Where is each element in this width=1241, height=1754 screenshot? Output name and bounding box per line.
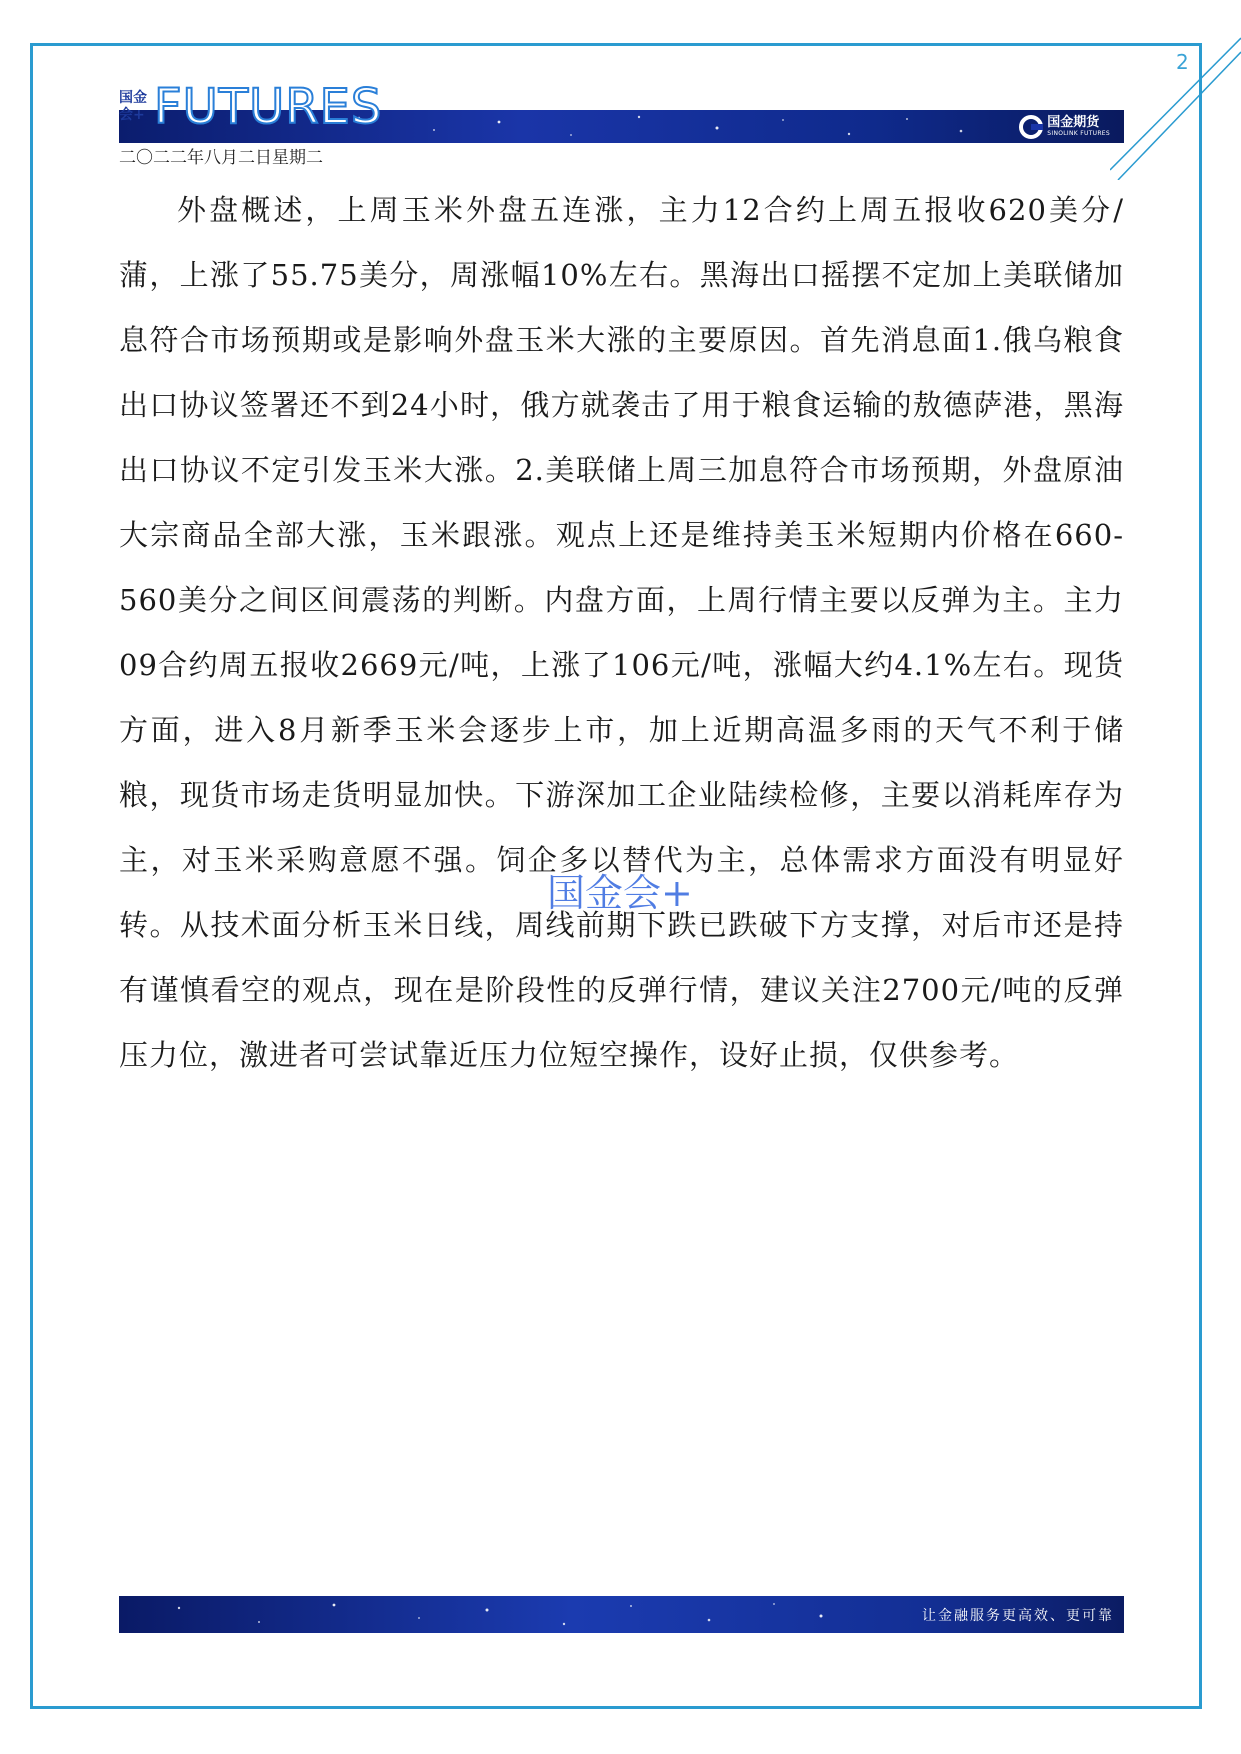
- watermark: 国金会+: [547, 871, 693, 915]
- sinolink-logo-icon: [1019, 115, 1043, 139]
- page-number: 2: [1176, 50, 1189, 74]
- footer-slogan: 让金融服务更高效、更可靠: [922, 1608, 1114, 1624]
- brand-name-cn: 国金期货: [1047, 115, 1100, 130]
- footer-banner: [119, 1596, 1124, 1633]
- logo-futures: FUTURES: [154, 79, 383, 135]
- market-commentary: 外盘概述，上周玉米外盘五连涨，主力12合约上周五报收620美分/蒲，上涨了55.75美分，周涨幅10%左右。黑海出口摇摆不定加上美联储加息符合市场预期或是影响外盘玉米大涨的主要原因。首先消息面1.俄乌粮食出口协议签署还不到24小时，俄方就袭击了用于粮食运输的敖德萨港，黑海出口协议不定引发玉米大涨。2.美联储上周三加息符合市场预期，外盘原油大宗商品全部大涨，玉米跟涨。观点上还是维持美玉米短期内价格在660-560美分之间区间震荡的判断。内盘方面，上周行情主要以反弹为主。主力09合约周五报收2669元/吨，上涨了106元/吨，涨幅大约4.1%左右。现货方面，进入8月新季玉米会逐步上市，加上近期高温多雨的天气不利于储粮，现货市场走货明显加快。下游深加工企业陆续检修，主要以消耗库存为主，对玉米采购意愿不强。饲企多以替代为主，总体需求方面没有明显好转。从技术面分析玉米日线，周线前期下跌已跌破下方支撑，对后市还是持有谨慎看空的观点，现在是阶段性的反弹行情，建议关注2700元/吨的反弹压力位，激进者可尝试靠近压力位短空操作，设好止损，仅供参考。: [119, 193, 1124, 1072]
- logo-cn: 国金会+: [119, 90, 147, 123]
- brand-name-en: SINOLINK FUTURES: [1047, 130, 1110, 137]
- brand-logo: [1019, 115, 1110, 139]
- report-date: 二〇二二年八月二日星期二: [119, 148, 323, 168]
